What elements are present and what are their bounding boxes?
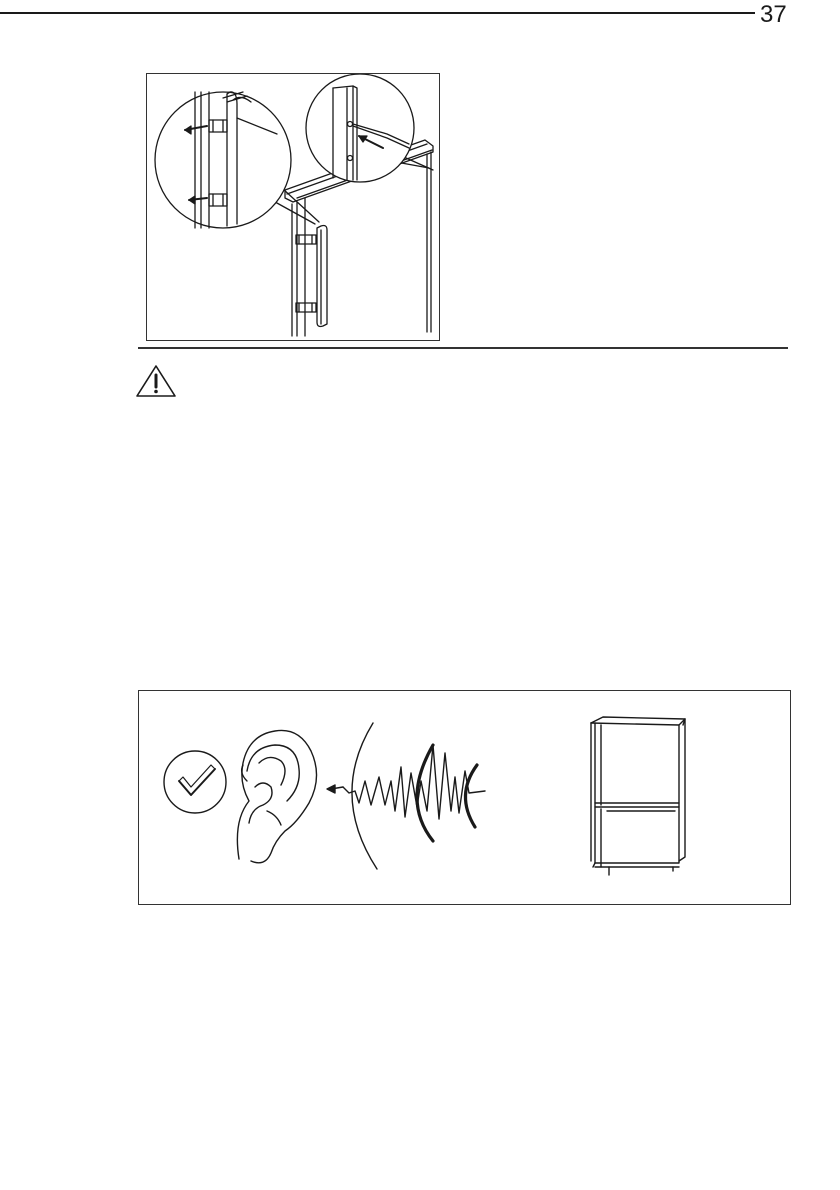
page-number: 37 [760,1,787,28]
fridge-freezer-icon [591,717,685,875]
warning-triangle-icon [135,364,177,403]
header-rule [0,12,755,14]
sound-wave-icon [327,723,485,869]
ear-icon [237,730,316,862]
handle-installation-figure [146,73,440,341]
section-divider [138,347,788,349]
detail-circle-left [155,92,291,228]
operating-sounds-figure [138,690,791,905]
check-mark-icon [164,751,226,813]
door-edge [292,198,327,336]
detail-circle-right [306,74,414,182]
